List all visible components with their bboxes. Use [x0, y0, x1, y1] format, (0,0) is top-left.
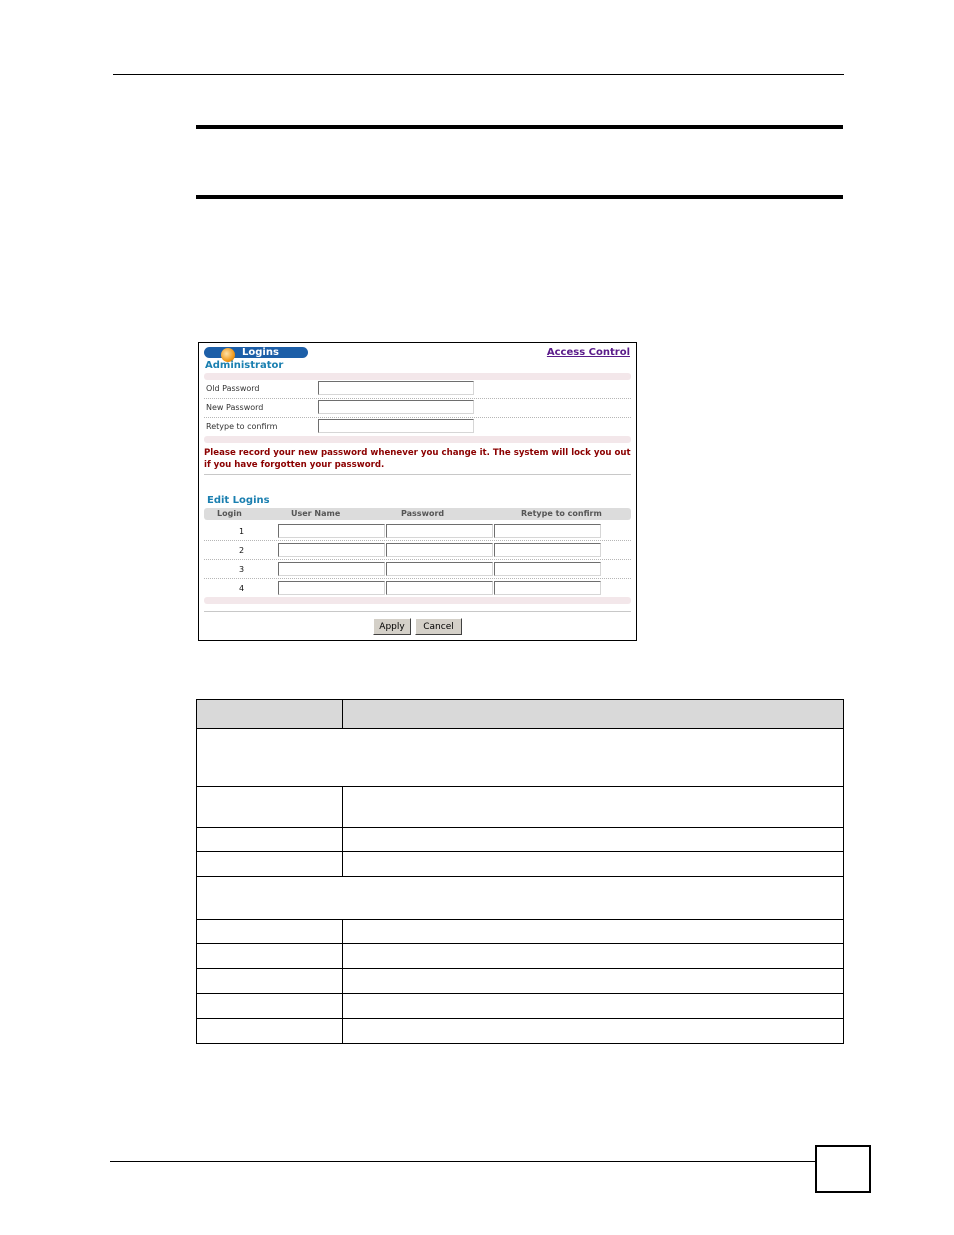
header-rule: [113, 74, 844, 75]
table-section-row: [197, 877, 844, 920]
divider: [204, 540, 631, 541]
table-cell: [197, 828, 343, 852]
new-password-label: New Password: [206, 403, 264, 412]
table-cell: [343, 944, 844, 969]
table-cell: [197, 1019, 343, 1044]
old-password-input[interactable]: [318, 381, 474, 395]
table-header-cell: [197, 700, 343, 729]
col-user-name: User Name: [291, 509, 341, 518]
table-cell: [343, 852, 844, 877]
table-header-cell: [343, 700, 844, 729]
note-bottom-rule: [196, 195, 843, 199]
table-cell: [197, 787, 343, 828]
table-cell: [197, 969, 343, 994]
password-warning: Please record your new password whenever you change it. The system will lock you out if you have forgotten your password.: [204, 448, 631, 470]
password-input-4[interactable]: [386, 581, 493, 595]
login-number: 1: [239, 527, 245, 536]
password-input-2[interactable]: [386, 543, 493, 557]
divider: [204, 559, 631, 560]
retype-input-3[interactable]: [494, 562, 601, 576]
table-cell: [343, 994, 844, 1019]
user-name-input-2[interactable]: [278, 543, 385, 557]
login-number: 2: [239, 546, 245, 555]
footer-rule: [110, 1161, 815, 1162]
old-password-label: Old Password: [206, 384, 260, 393]
user-name-input-1[interactable]: [278, 524, 385, 538]
section-separator: [204, 474, 631, 475]
col-retype: Retype to confirm: [521, 509, 602, 518]
field-description-table: [196, 699, 844, 1044]
edit-logins-title: Edit Logins: [207, 495, 270, 506]
user-name-input-4[interactable]: [278, 581, 385, 595]
administrator-title: Administrator: [205, 360, 284, 371]
retype-password-label: Retype to confirm: [206, 422, 278, 431]
login-number: 3: [239, 565, 245, 574]
retype-input-1[interactable]: [494, 524, 601, 538]
cancel-button[interactable]: Cancel: [415, 618, 462, 635]
retype-password-input[interactable]: [318, 419, 474, 433]
login-number: 4: [239, 584, 245, 593]
table-cell: [343, 1019, 844, 1044]
table-section-row: [197, 729, 844, 787]
retype-input-2[interactable]: [494, 543, 601, 557]
divider: [204, 578, 631, 579]
retype-input-4[interactable]: [494, 581, 601, 595]
table-cell: [343, 920, 844, 944]
user-name-input-3[interactable]: [278, 562, 385, 576]
page-number-box: [815, 1145, 871, 1193]
apply-button[interactable]: Apply: [373, 618, 411, 635]
logins-tab-label: Logins: [242, 347, 279, 358]
divider: [204, 417, 631, 418]
password-input-1[interactable]: [386, 524, 493, 538]
logins-screen: [198, 342, 637, 641]
note-top-rule: [196, 125, 843, 129]
new-password-input[interactable]: [318, 400, 474, 414]
table-cell: [197, 852, 343, 877]
access-control-link[interactable]: Access Control: [546, 347, 630, 358]
table-cell: [343, 828, 844, 852]
table-cell: [343, 969, 844, 994]
table-cell: [197, 994, 343, 1019]
table-cell: [343, 787, 844, 828]
col-password: Password: [401, 509, 445, 518]
administrator-bar: [204, 373, 631, 380]
password-input-3[interactable]: [386, 562, 493, 576]
logins-table-footer: [204, 597, 631, 604]
table-cell: [197, 920, 343, 944]
button-separator: [204, 611, 631, 612]
administrator-bar-bottom: [204, 436, 631, 443]
logins-tab[interactable]: [204, 347, 308, 358]
table-cell: [197, 944, 343, 969]
divider: [204, 398, 631, 399]
col-login: Login: [217, 509, 242, 518]
